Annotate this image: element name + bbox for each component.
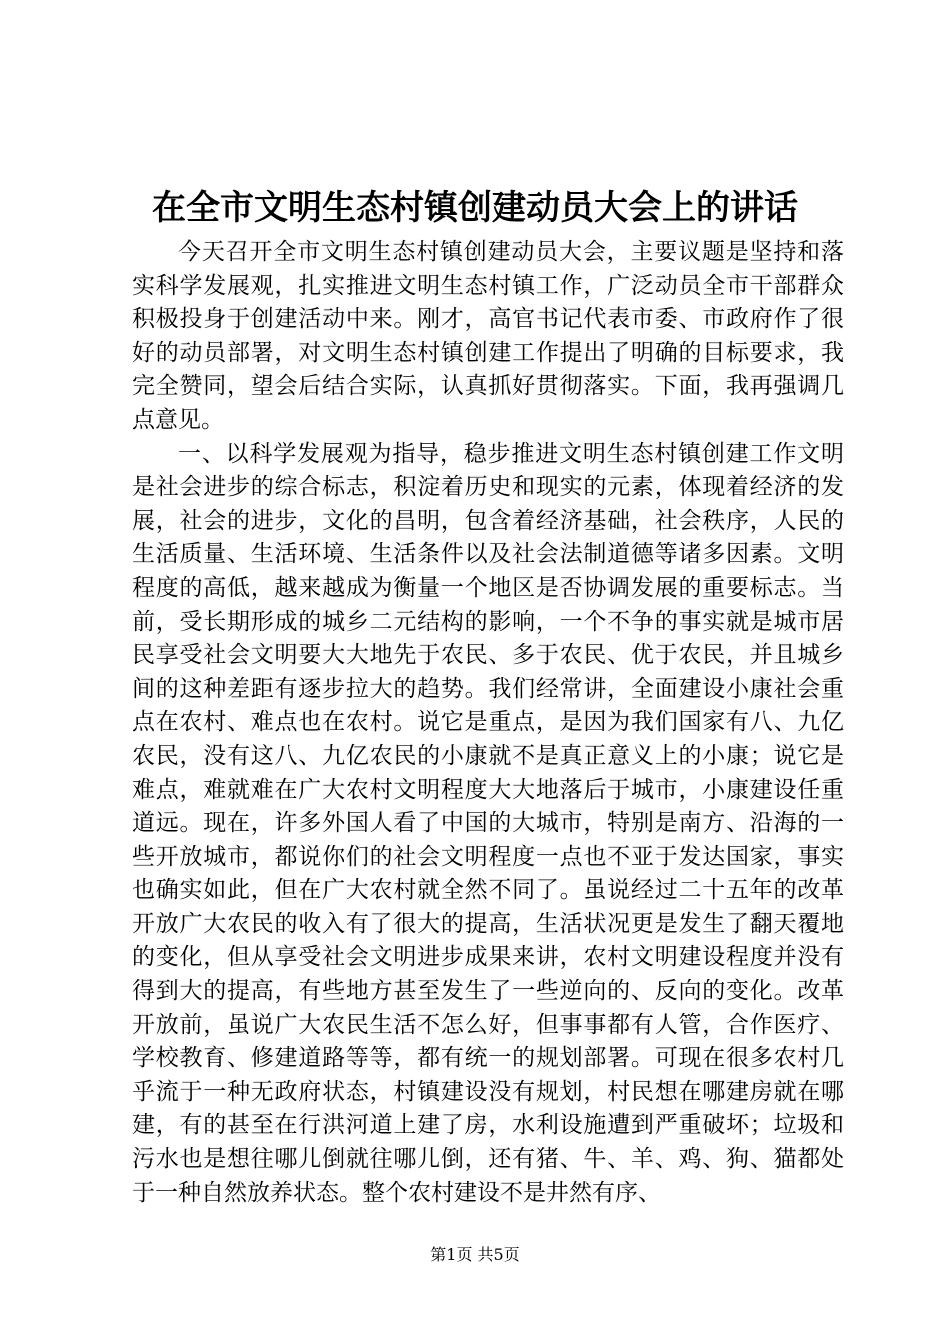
paragraph: 今天召开全市文明生态村镇创建动员大会，主要议题是坚持和落实科学发展观，扎实推进文明生态村镇工作，广泛动员全市干部群众积极投身于创建活动中来。刚才，高官书记代表市委、市政府作了很好的动员部署，对文明生态村镇创建工作提出了明确的目标要求，我完全赞同，望会后结合实际，认真抓好贯彻落实。下面，我再强调几点意见。	[132, 239, 844, 433]
paragraph: 一、以科学发展观为指导，稳步推进文明生态村镇创建工作文明是社会进步的综合标志，积淀着历史和现实的元素，体现着经济的发展，社会的进步，文化的昌明，包含着经济基础，社会秩序，人民的生活质量、生活环境、生活条件以及社会法制道德等诸多因素。文明程度的高低，越来越成为衡量一个地区是否协调发展的重要标志。当前，受长期形成的城乡二元结构的影响，一个不争的事实就是城市居民享受社会文明要大大地先于农民、多于农民、优于农民，并且城乡间的这种差距有逐步拉大的趋势。我们经常讲，全面建设小康社会重点在农村、难点也在农村。说它是重点，是因为我们国家有八、九亿农民，没有这八、九亿农民的小康就不是真正意义上的小康；说它是难点，难就难在广大农村文明程度大大地落后于城市，小康建设任重道远。现在，许多外国人看了中国的大城市，特别是南方、沿海的一些开放城市，都说你们的社会文明程度一点也不亚于发达国家，事实也确实如此，但在广大农村就全然不同了。虽说经过二十五年的改革开放广大农民的收入有了很大的提高，生活状况更是发生了翻天覆地的变化，但从享受社会文明进步成果来讲，农村文明建设程度并没有得到大的提高，有些地方甚至发生了一些逆向的、反向的变化。改革开放前，虽说广大农民生活不怎么好，但事事都有人管，合作医疗、学校教育、修建道路等等，都有统一的规划部署。可现在很多农村几乎流于一种无政府状态，村镇建设没有规划，村民想在哪建房就在哪建，有的甚至在行洪河道上建了房，水利设施遭到严重破坏；垃圾和污水也是想往哪儿倒就往哪儿倒，还有猪、牛、羊、鸡、狗、猫都处于一种自然放养状态。整个农村建设不是井然有序、	[132, 440, 844, 1206]
document-body	[132, 236, 844, 1210]
document-title: 在全市文明生态村镇创建动员大会上的讲话	[152, 188, 798, 228]
page-number-footer: 第1页 共5页	[430, 1245, 520, 1264]
